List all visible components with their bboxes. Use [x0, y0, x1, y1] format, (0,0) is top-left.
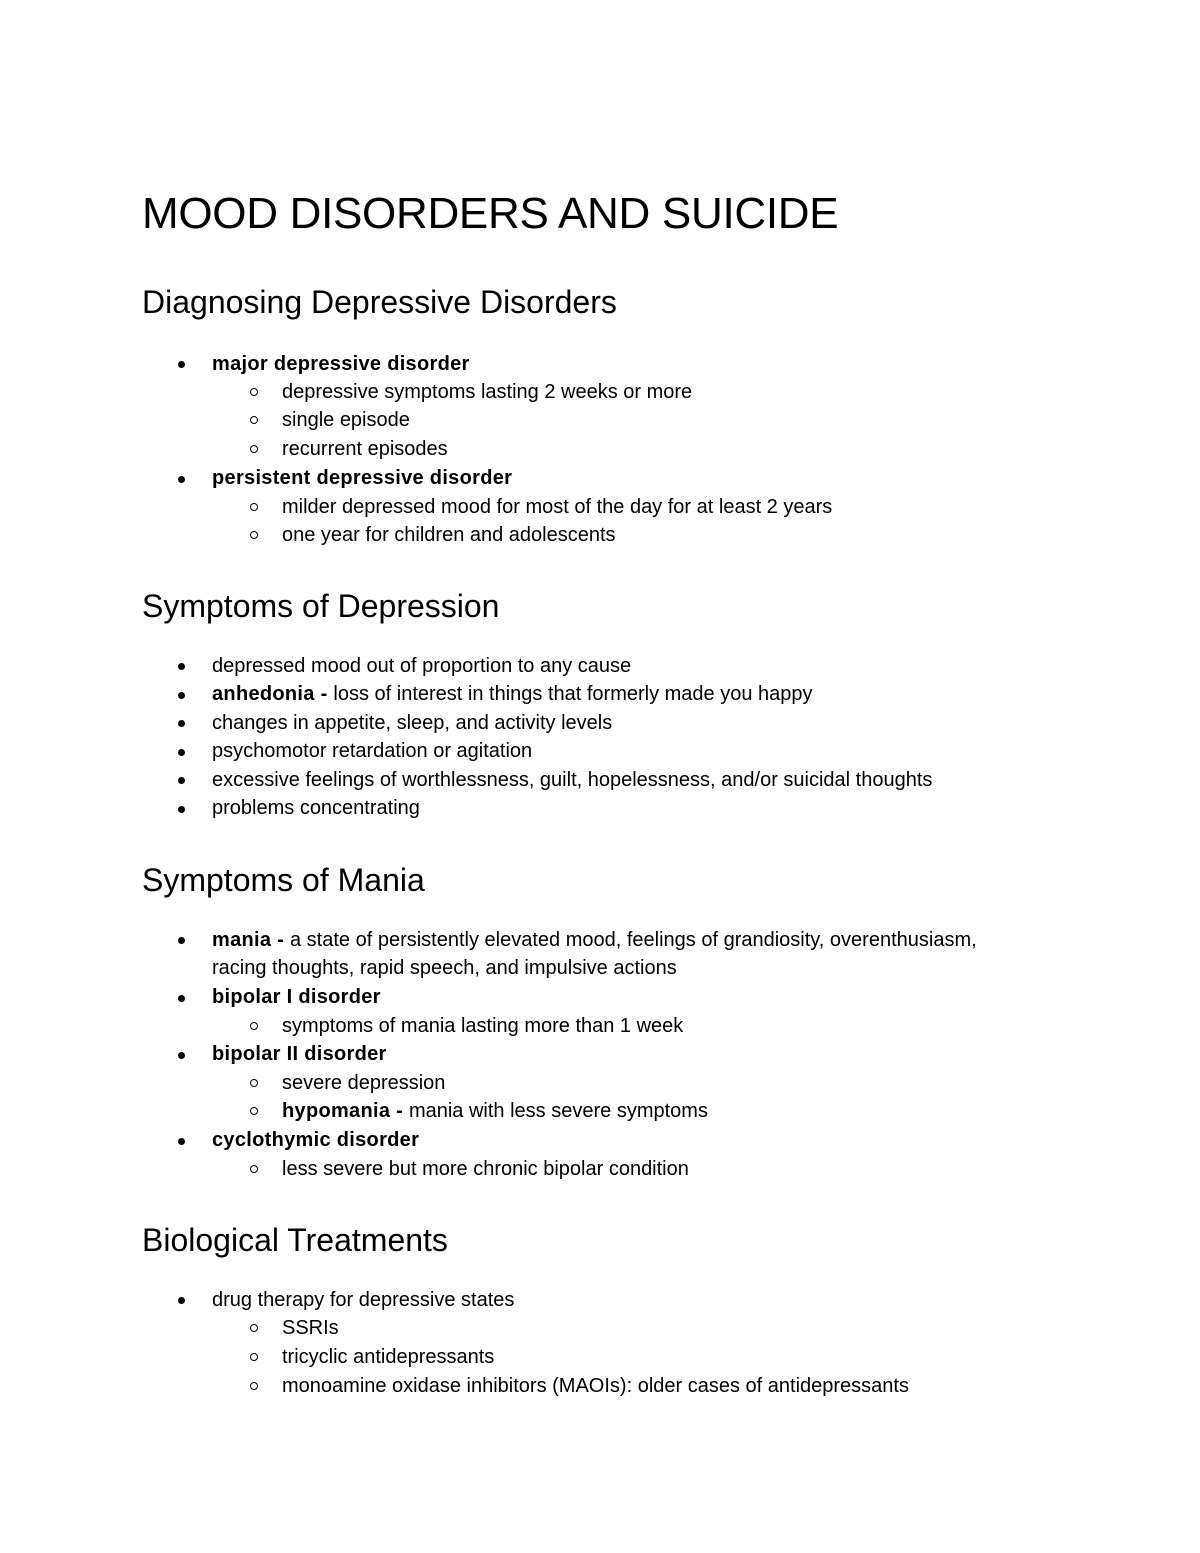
sub-list-item: depressive symptoms lasting 2 weeks or more [282, 381, 693, 403]
sub-list-item: milder depressed mood for most of the day for at least 2 years [282, 496, 833, 518]
bullet-icon [178, 692, 185, 699]
sub-list-item: tricyclic antidepressants [282, 1346, 495, 1368]
sub-list-item: monoamine oxidase inhibitors (MAOIs): older cases of antidepressants [282, 1375, 909, 1397]
bullet-icon [178, 1138, 185, 1145]
hollow-bullet-icon [250, 1022, 258, 1030]
hollow-bullet-icon [250, 1107, 258, 1115]
section-heading-diagnosing: Diagnosing Depressive Disorders [142, 284, 617, 320]
list-item-term: mania - [212, 929, 290, 951]
bullet-icon [178, 361, 185, 368]
bullet-icon [178, 720, 185, 727]
list-item: depressed mood out of proportion to any cause [212, 655, 632, 677]
hollow-bullet-icon [250, 503, 258, 511]
sub-list-item: symptoms of mania lasting more than 1 week [282, 1015, 684, 1037]
list-item-text: a state of persistently elevated mood, feelings of grandiosity, overenthusiasm, [289, 929, 977, 951]
section-heading-depression-symptoms: Symptoms of Depression [142, 588, 500, 624]
list-item-term: bipolar II disorder [212, 1043, 387, 1065]
list-item: excessive feelings of worthlessness, guilt, hopelessness, and/or suicidal thoughts [212, 769, 933, 791]
hollow-bullet-icon [250, 1165, 258, 1173]
hollow-bullet-icon [250, 1353, 258, 1361]
sub-list-item: less severe but more chronic bipolar condition [282, 1158, 689, 1180]
hollow-bullet-icon [250, 531, 258, 539]
hollow-bullet-icon [250, 445, 258, 453]
list-item [212, 680, 813, 708]
page-title: MOOD DISORDERS AND SUICIDE [142, 189, 839, 238]
bullet-icon [178, 777, 185, 784]
sub-list-item: SSRIs [282, 1317, 339, 1339]
hollow-bullet-icon [250, 1079, 258, 1087]
bullet-icon [178, 749, 185, 756]
list-item: problems concentrating [212, 797, 420, 819]
bullet-icon [178, 806, 185, 813]
section-heading-mania-symptoms: Symptoms of Mania [142, 862, 425, 898]
sub-list-item: recurrent episodes [282, 438, 448, 460]
bullet-icon [178, 476, 185, 483]
list-item-term: cyclothymic disorder [212, 1129, 420, 1151]
list-item-term: bipolar I disorder [212, 986, 381, 1008]
bullet-icon [178, 1052, 185, 1059]
sub-list-item: one year for children and adolescents [282, 524, 616, 546]
list-item-term: major depressive disorder [212, 353, 470, 375]
list-item: psychomotor retardation or agitation [212, 740, 533, 762]
hollow-bullet-icon [250, 1382, 258, 1390]
sub-list-item [282, 1097, 708, 1125]
sub-list-item: severe depression [282, 1072, 446, 1094]
list-item: drug therapy for depressive states [212, 1289, 515, 1311]
list-item-term: persistent depressive disorder [212, 467, 513, 489]
bullet-icon [178, 663, 185, 670]
section-heading-biological-treatments: Biological Treatments [142, 1222, 448, 1258]
list-item [212, 926, 977, 954]
list-item-term: anhedonia - [212, 683, 334, 705]
hollow-bullet-icon [250, 388, 258, 396]
hollow-bullet-icon [250, 1324, 258, 1332]
bullet-icon [178, 1297, 185, 1304]
bullet-icon [178, 937, 185, 944]
sub-list-item: single episode [282, 409, 410, 431]
bullet-icon [178, 995, 185, 1002]
list-item: changes in appetite, sleep, and activity levels [212, 712, 613, 734]
hollow-bullet-icon [250, 416, 258, 424]
list-item-text: loss of interest in things that formerly made you happy [333, 683, 813, 705]
sub-list-item-text: mania with less severe symptoms [408, 1100, 708, 1122]
list-item-continuation: racing thoughts, rapid speech, and impulsive actions [212, 957, 677, 979]
sub-list-item-term: hypomania - [282, 1100, 409, 1122]
